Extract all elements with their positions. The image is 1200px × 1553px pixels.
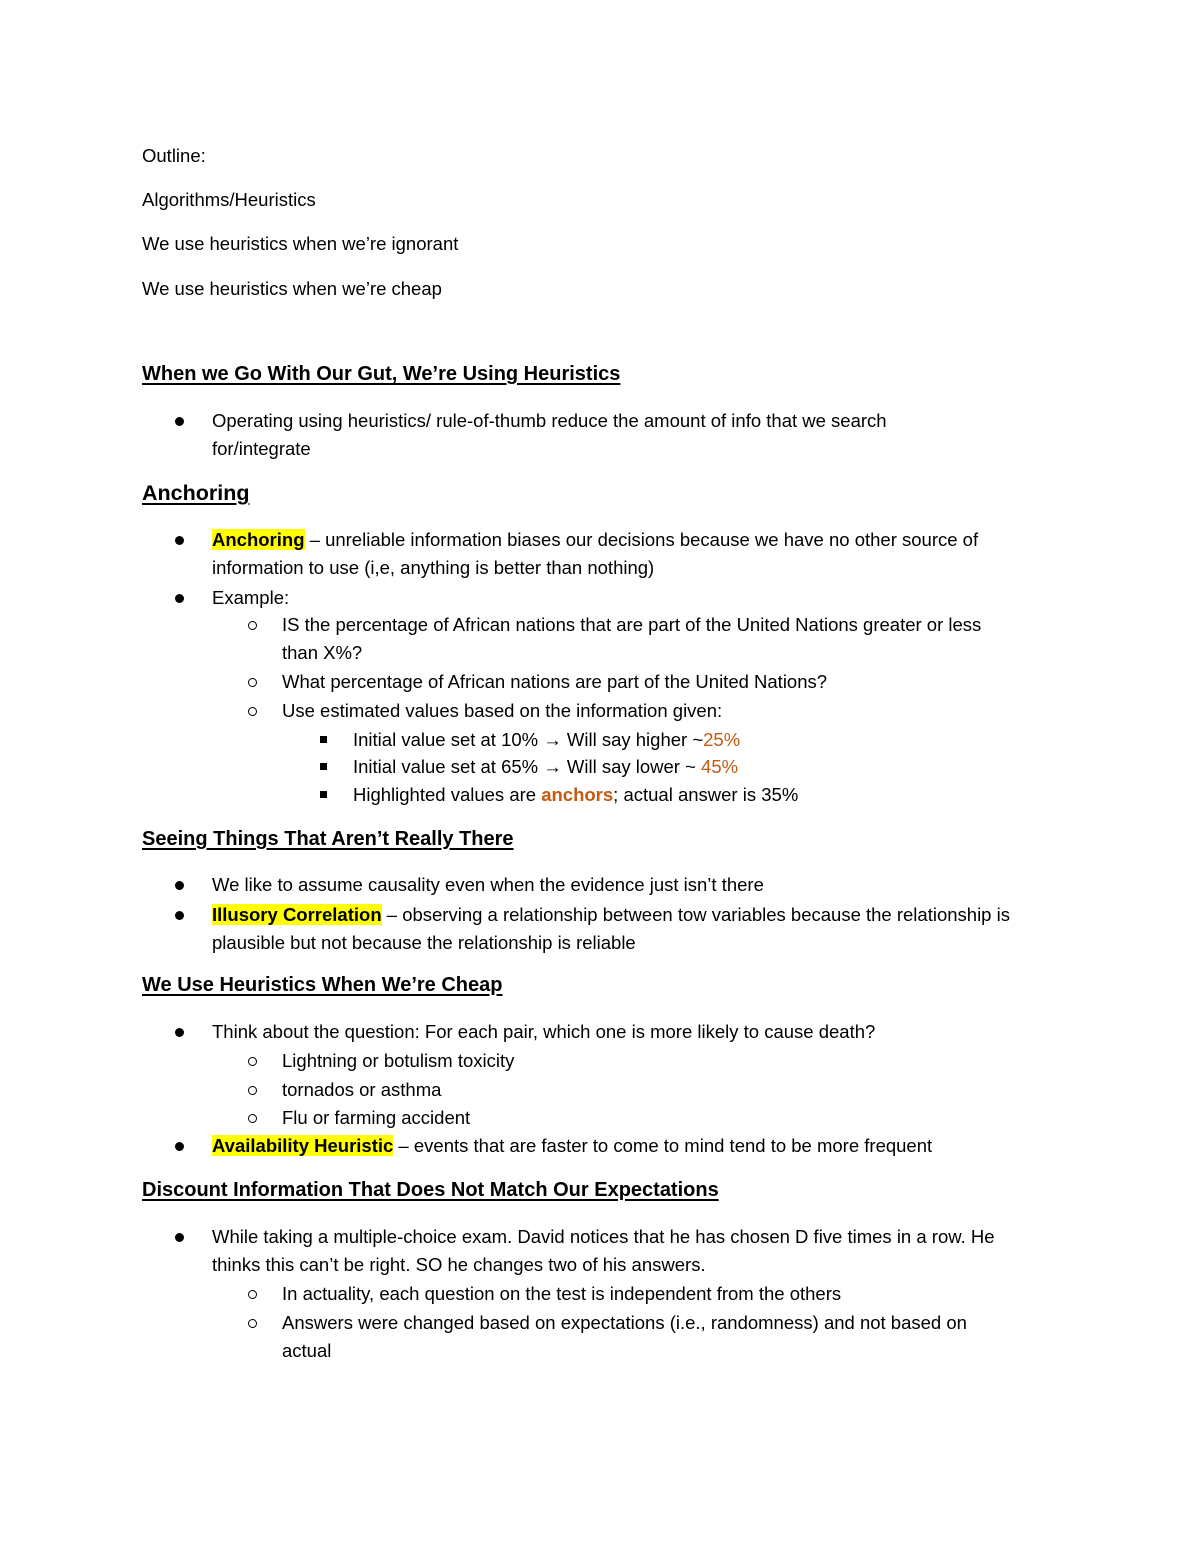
bullet-disc-icon [175, 881, 184, 890]
bullet-text: Think about the question: For each pair, which one is more likely to cause death? [212, 1021, 876, 1042]
section-heading: We Use Heuristics When We’re Cheap [142, 974, 503, 996]
arrow-right-icon: → [543, 729, 562, 750]
outline-item: We use heuristics when we’re ignorant [142, 233, 459, 254]
bullet-circle-icon [248, 1319, 257, 1328]
bullet-disc-icon [175, 1233, 184, 1242]
sub-bullet-text: IS the percentage of African nations that are part of the United Nations greater or less [282, 614, 982, 635]
bullet-circle-icon [248, 1057, 257, 1066]
sub-bullet-text: than X%? [282, 642, 363, 663]
bullet-disc-icon [175, 417, 184, 426]
bullet-square-icon [320, 736, 327, 743]
bullet-square-icon [320, 763, 327, 770]
bullet-text: thinks this can’t be right. SO he changes two of his answers. [212, 1254, 706, 1275]
bullet-text [212, 1132, 932, 1160]
bullet-disc-icon [175, 1142, 184, 1151]
anchor-value: 25% [703, 729, 741, 750]
bullet-text: While taking a multiple-choice exam. David notices that he has chosen D five times in a row. He [212, 1226, 995, 1247]
outline-item: We use heuristics when we’re cheap [142, 278, 442, 299]
bullet-text-rest: – observing a relationship between tow variables because the relationship is [381, 904, 1010, 925]
text-run: Highlighted values are [353, 784, 542, 805]
highlighted-term: Availability Heuristic [212, 1135, 394, 1156]
bullet-text [212, 526, 978, 554]
text-run: ; actual answer is 35% [613, 784, 799, 805]
bullet-text: We like to assume causality even when the evidence just isn’t there [212, 874, 764, 895]
bullet-text: Operating using heuristics/ rule-of-thumb reduce the amount of info that we search [212, 410, 887, 431]
bullet-text-rest: – events that are faster to come to mind tend to be more frequent [393, 1135, 933, 1156]
bullet-text: for/integrate [212, 438, 311, 459]
bullet-text-rest: – unreliable information biases our decisions because we have no other source of [304, 529, 979, 550]
bullet-disc-icon [175, 911, 184, 920]
sub-bullet-text: Lightning or botulism toxicity [282, 1050, 515, 1071]
outline-title: Outline: [142, 145, 206, 166]
sub-bullet-text: Answers were changed based on expectations (i.e., randomness) and not based on [282, 1312, 967, 1333]
section-heading: Anchoring [142, 481, 250, 505]
bullet-disc-icon [175, 536, 184, 545]
text-run: Initial value set at 10% [353, 729, 544, 750]
bullet-text: information to use (i,e, anything is better than nothing) [212, 557, 655, 578]
sub-bullet-text: Use estimated values based on the information given: [282, 700, 723, 721]
sub-sub-bullet-text [353, 781, 798, 809]
anchors-term: anchors [541, 784, 614, 805]
bullet-circle-icon [248, 1114, 257, 1123]
outline-item: Algorithms/Heuristics [142, 189, 316, 210]
bullet-circle-icon [248, 621, 257, 630]
sub-bullet-text: tornados or asthma [282, 1079, 442, 1100]
bullet-circle-icon [248, 1290, 257, 1299]
bullet-circle-icon [248, 707, 257, 716]
text-run: Will say lower ~ [561, 756, 702, 777]
bullet-text: Example: [212, 587, 290, 608]
sub-sub-bullet-text [353, 753, 738, 781]
text-run: Will say higher ~ [561, 729, 704, 750]
arrow-right-icon: → [543, 756, 562, 777]
sub-bullet-text: What percentage of African nations are part of the United Nations? [282, 671, 828, 692]
bullet-text: plausible but not because the relationship is reliable [212, 932, 636, 953]
bullet-text [212, 901, 1010, 929]
highlighted-term: Illusory Correlation [212, 904, 382, 925]
anchor-value: 45% [701, 756, 739, 777]
bullet-circle-icon [248, 678, 257, 687]
section-heading: Seeing Things That Aren’t Really There [142, 828, 514, 850]
sub-bullet-text: actual [282, 1340, 332, 1361]
bullet-circle-icon [248, 1086, 257, 1095]
bullet-disc-icon [175, 1028, 184, 1037]
bullet-square-icon [320, 791, 327, 798]
text-run: Initial value set at 65% [353, 756, 544, 777]
sub-bullet-text: In actuality, each question on the test is independent from the others [282, 1283, 842, 1304]
sub-bullet-text: Flu or farming accident [282, 1107, 471, 1128]
section-heading: Discount Information That Does Not Match Our Expectations [142, 1179, 719, 1201]
sub-sub-bullet-text [353, 726, 740, 754]
highlighted-term: Anchoring [212, 529, 305, 550]
bullet-disc-icon [175, 594, 184, 603]
section-heading: When we Go With Our Gut, We’re Using Heuristics [142, 363, 621, 385]
